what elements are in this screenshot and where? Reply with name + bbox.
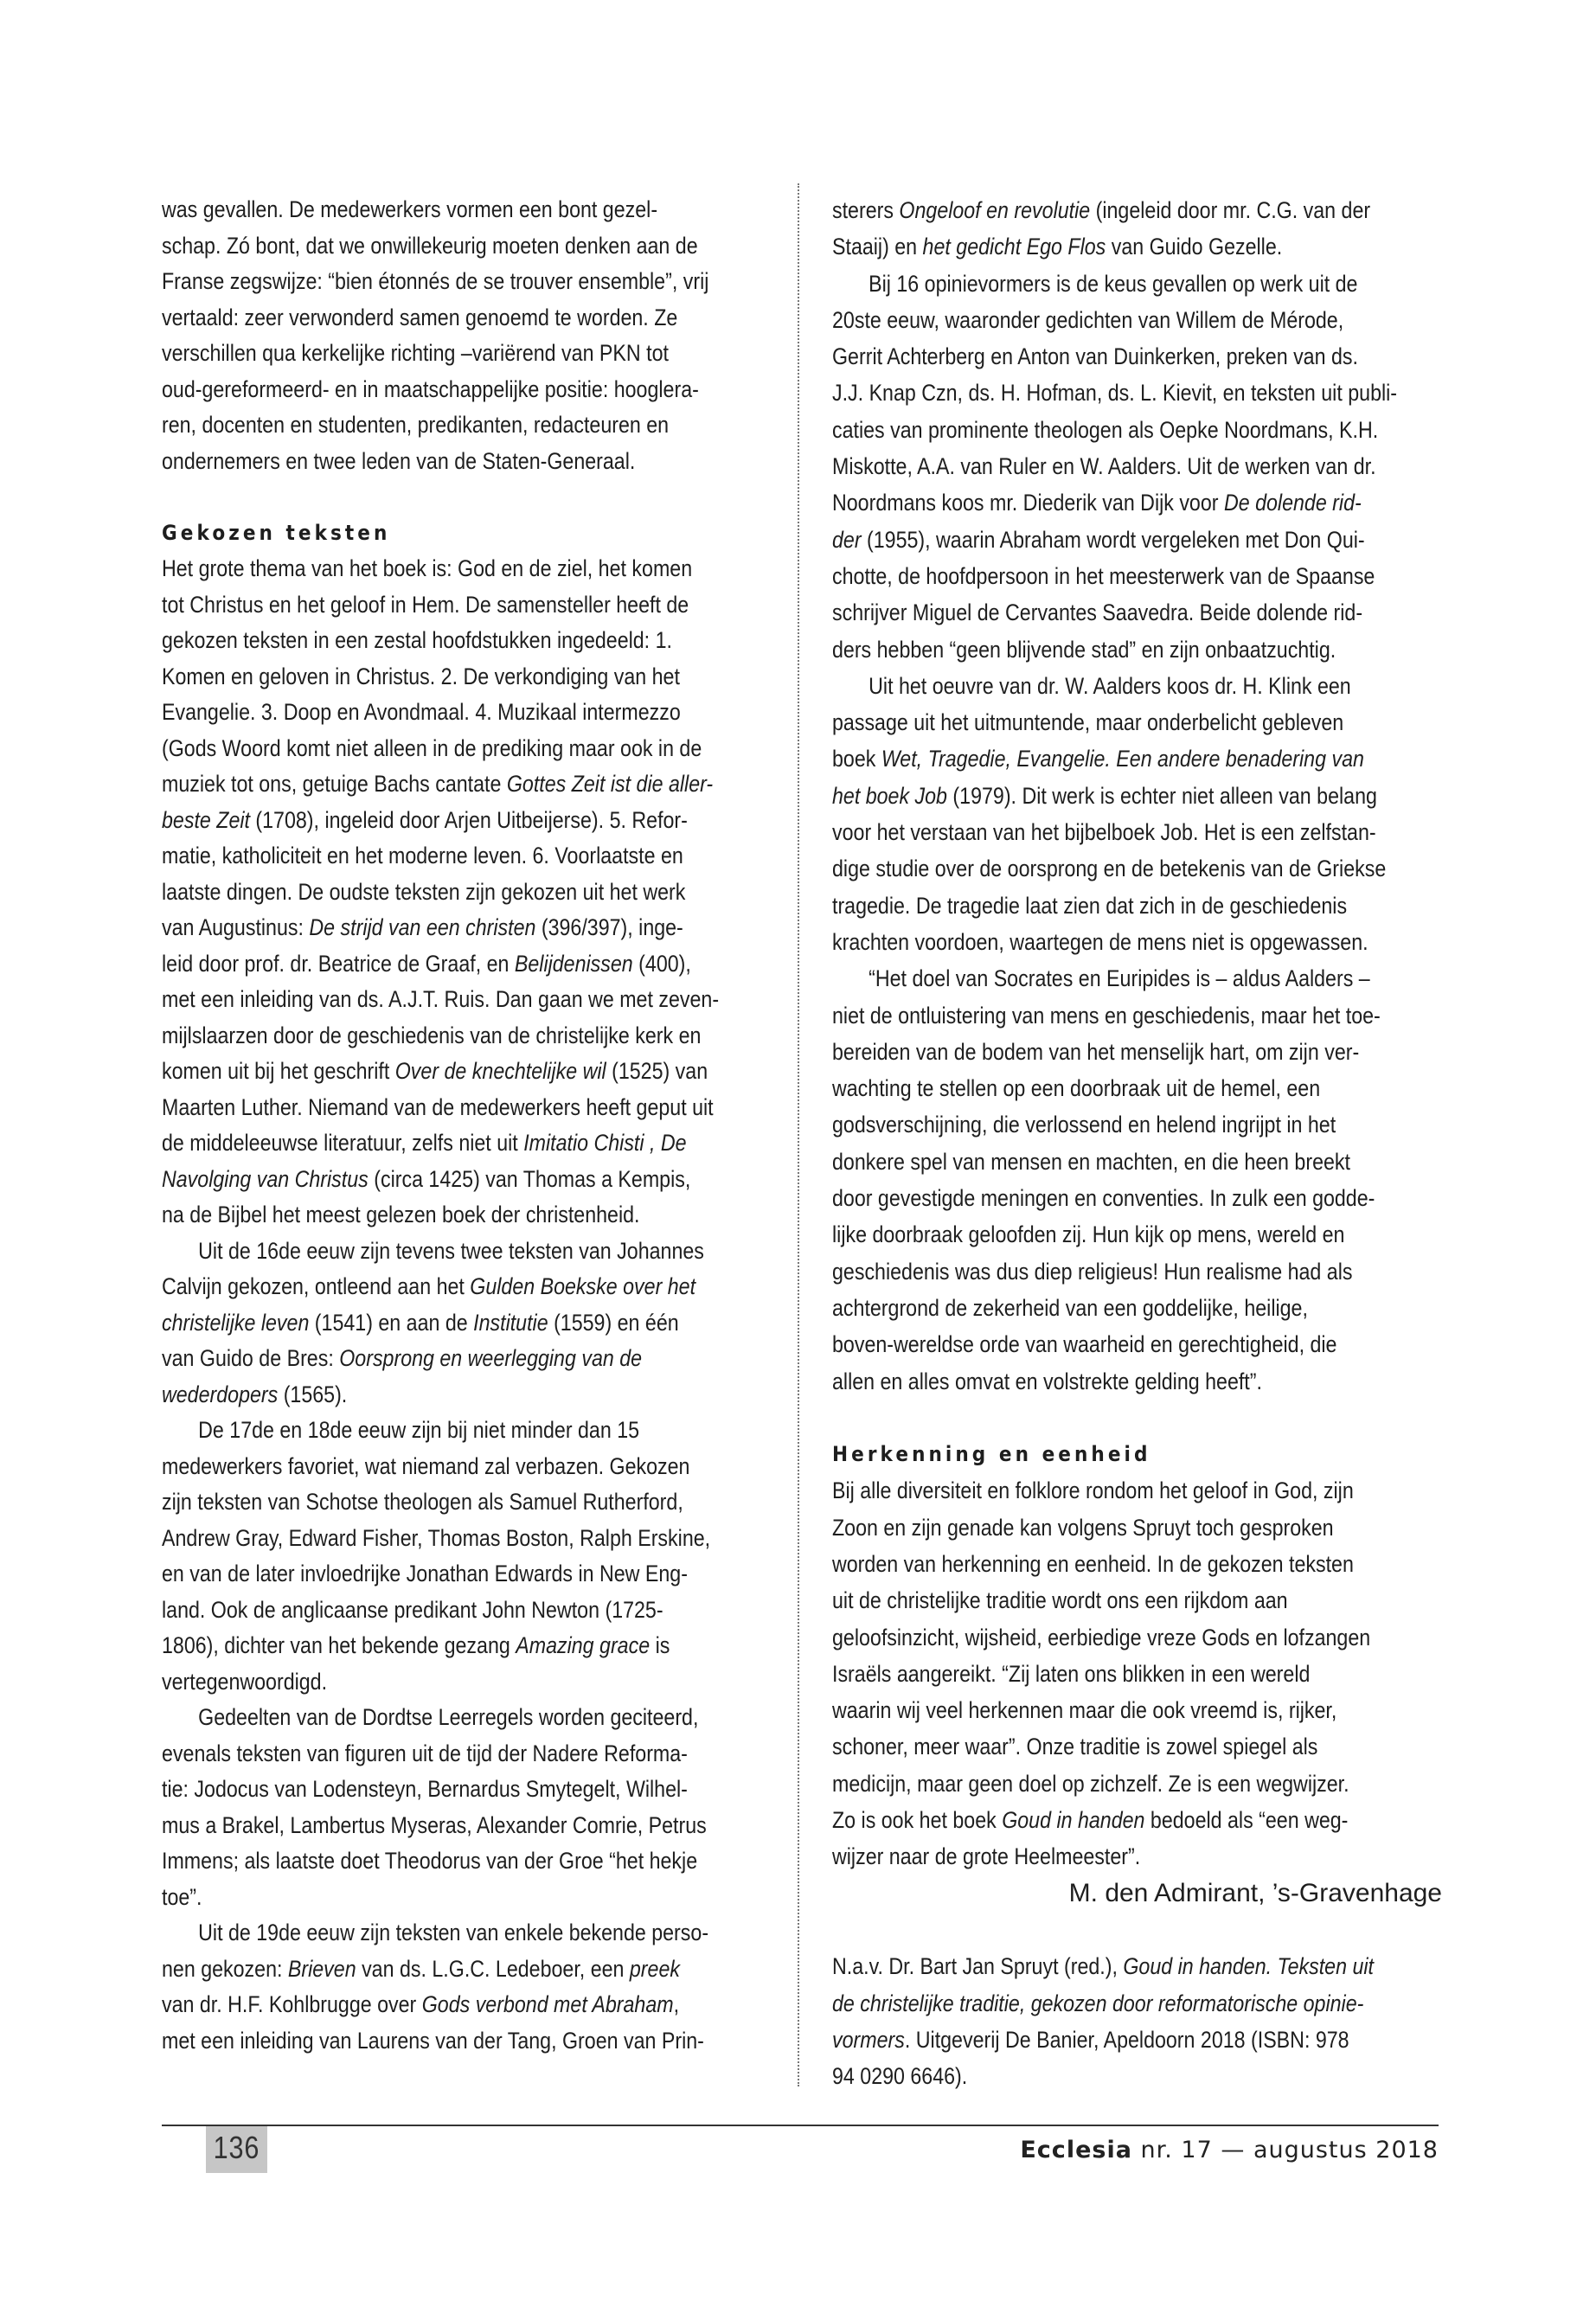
text-line [832, 704, 1440, 740]
text-run: verschillen qua kerkelijke richting –variërend van PKN tot [162, 340, 669, 366]
text-line [832, 2022, 1440, 2058]
text-run: Franse zegswijze: “bien étonnés de se trouver ensemble”, vrij [162, 268, 709, 294]
text-line [832, 1656, 1440, 1692]
text-run: mijlslaarzen door de geschiedenis van de christelijke kerk en [162, 1022, 702, 1048]
section-heading: Gekozen teksten [162, 520, 391, 545]
text-run: was gevallen. De medewerkers vormen een bont gezel- [162, 196, 658, 222]
text-run: . Uitgeverij De Banier, Apeldoorn 2018 (ISBN: 978 [904, 2026, 1349, 2053]
text-run: Uit het oeuvre van dr. W. Aalders koos dr. H. Klink een [869, 672, 1351, 699]
italic-title: De dolende rid- [1223, 490, 1362, 516]
text-run: boven-wereldse orde van waarheid en gerechtigheid, die [832, 1331, 1337, 1358]
italic-title: Gottes Zeit ist die aller- [506, 771, 714, 797]
paragraph [832, 192, 1442, 266]
text-run: voor het verstaan van het bijbelboek Job. Het is een zelfstan- [832, 819, 1376, 846]
text-line [832, 1034, 1440, 1070]
text-run: Israëls aangereikt. “Zij laten ons blikken in een wereld [832, 1660, 1311, 1687]
text-run: chotte, de hoofdpersoon in het meesterwerk van de Spaanse [832, 562, 1375, 589]
text-run: Zoon en zijn genade kan volgens Spruyt toch gesproken [832, 1514, 1334, 1541]
text-line [832, 1070, 1440, 1106]
text-run: tie: Jodocus van Lodensteyn, Bernardus Smytegelt, Wilhel- [162, 1776, 688, 1802]
text-line [162, 1880, 748, 1916]
text-line [832, 1509, 1440, 1546]
text-run: oud-gereformeerd- en in maatschappelijke positie: hooglera- [162, 375, 699, 402]
right-column [832, 192, 1442, 2094]
text-run: donkere spel van mensen en machten, en die heen breekt [832, 1148, 1350, 1175]
italic-title: Goud in handen. Teksten uit [1123, 1953, 1374, 1980]
paragraph [162, 192, 750, 479]
text-run: (1708), ingeleid door Arjen Uitbeijerse). 5. Refor- [249, 806, 688, 833]
text-line [832, 2058, 1440, 2094]
italic-title: Oorsprong en weerlegging van de [339, 1345, 643, 1371]
text-run: Andrew Gray, Edward Fisher, Thomas Boston, Ralph Erskine, [162, 1524, 711, 1551]
text-run: Calvijn gekozen, ontleend aan het [162, 1273, 471, 1299]
text-line [162, 587, 748, 624]
italic-title: de christelijke traditie, gekozen door reformatorische opinie- [832, 1990, 1364, 2016]
text-line [162, 1772, 748, 1808]
italic-title: het gedicht Ego Flos [922, 234, 1106, 260]
text-run: mus a Brakel, Lambertus Myseras, Alexander Comrie, Petrus [162, 1811, 707, 1838]
text-run: Noordmans koos mr. Diederik van Dijk voor [832, 490, 1224, 516]
text-run: schoner, meer waar”. Onze traditie is zowel spiegel als [832, 1734, 1318, 1760]
text-run: bereiden van de bodem van het menselijk hart, om zijn ver- [832, 1038, 1360, 1065]
text-line [162, 1125, 748, 1162]
text-line [832, 338, 1440, 375]
text-line [832, 850, 1440, 887]
text-line [832, 484, 1440, 521]
text-run: Gedeelten van de Dordtse Leerregels worden geciteerd, [198, 1704, 699, 1730]
text-line [162, 1628, 748, 1664]
text-run: waarin wij veel herkennen maar die ook vreemd is, rijker, [832, 1697, 1337, 1724]
text-line [832, 1728, 1440, 1765]
text-run: matie, katholiciteit en het moderne leven. 6. Voorlaatste en [162, 843, 683, 868]
text-run: De 17de en 18de eeuw zijn bij niet minder dan 15 [198, 1417, 640, 1443]
text-run: met een inleiding van Laurens van der Tang, Groen van Prin- [162, 2027, 704, 2054]
text-run: gekozen teksten in een zestal hoofdstukken ingedeeld: 1. [162, 627, 672, 653]
text-run: door gevestigde meningen en conventies. In zulk een godde- [832, 1185, 1375, 1212]
text-run: geloofsinzicht, wijsheid, eerbiedige vreze Gods en lofzangen [832, 1624, 1371, 1650]
italic-title: Ongeloof en revolutie [899, 197, 1091, 223]
text-run: laatste dingen. De oudste teksten zijn gekozen uit het werk [162, 878, 686, 905]
text-line [162, 336, 748, 372]
text-run: vertaald: zeer verwonderd samen genoemd te worden. Ze [162, 304, 678, 330]
text-line [162, 372, 748, 408]
paragraph [832, 266, 1442, 668]
paragraph [162, 1413, 750, 1700]
text-line [832, 1180, 1440, 1216]
text-line [832, 1253, 1440, 1290]
text-line [832, 412, 1440, 448]
text-run: (396/397), inge- [535, 914, 683, 940]
text-line [832, 960, 1477, 997]
text-run: is [650, 1632, 670, 1658]
text-line [832, 375, 1440, 411]
text-line [832, 1216, 1440, 1253]
text-line [162, 695, 748, 731]
text-line [162, 1987, 748, 2023]
text-run: sterers [832, 197, 900, 223]
italic-title: Belijdenissen [514, 950, 633, 977]
text-run: tot Christus en het geloof in Hem. De samensteller heeft de [162, 591, 689, 618]
text-line [162, 1377, 748, 1413]
text-run: Zo is ook het boek [832, 1807, 1003, 1834]
text-line [162, 623, 748, 659]
text-line [162, 1305, 748, 1342]
text-run: van Guido Gezelle. [1106, 234, 1283, 260]
page-number: 136 [213, 2130, 260, 2165]
italic-title: beste Zeit [162, 806, 250, 833]
text-line [162, 1521, 748, 1557]
text-line [162, 1269, 748, 1305]
text-line [162, 766, 748, 803]
paragraph [162, 1234, 750, 1413]
text-run: vertegenwoordigd. [162, 1668, 328, 1695]
text-line [832, 668, 1477, 704]
text-run: N.a.v. Dr. Bart Jan Spruyt (red.), [832, 1953, 1124, 1980]
text-run: Het grote thema van het boek is: God en de ziel, het komen [162, 555, 693, 581]
paragraph [162, 1915, 750, 2059]
text-run: ondernemers en twee leden van de Staten-Generaal. [162, 447, 636, 474]
text-run: schrijver Miguel de Cervantes Saavedra. Beide dolende rid- [832, 599, 1363, 626]
text-run: Uit de 16de eeuw zijn tevens twee teksten van Johannes [198, 1237, 704, 1264]
text-line [162, 228, 748, 265]
italic-title: Wet, Tragedie, Evangelie. Een andere benadering van [881, 746, 1364, 772]
text-run: allen en alles omvat en volstrekte gelding heeft”. [832, 1368, 1262, 1394]
text-run: (400), [632, 950, 691, 977]
italic-title: Gulden Boekske over het [470, 1273, 696, 1299]
text-line [832, 1106, 1440, 1143]
text-line [162, 1054, 748, 1090]
text-line [832, 997, 1440, 1034]
text-line [162, 1808, 748, 1844]
text-line [832, 1582, 1440, 1618]
text-run: van dr. H.F. Kohlbrugge over [162, 1991, 422, 2017]
text-line [832, 1363, 1440, 1400]
text-line [162, 1018, 748, 1054]
text-line [832, 924, 1440, 960]
text-run: passage uit het uitmuntende, maar onderbelicht gebleven [832, 709, 1344, 736]
text-line [832, 448, 1440, 484]
text-run: Bij 16 opinievormers is de keus gevallen op werk uit de [869, 270, 1358, 297]
text-run: Komen en geloven in Christus. 2. De verkondiging van het [162, 663, 680, 689]
text-line [832, 1985, 1440, 2022]
text-line [832, 1326, 1440, 1362]
text-run: leid door prof. dr. Beatrice de Graaf, en [162, 950, 515, 977]
journal-name: Ecclesia [1020, 2137, 1132, 2163]
text-run: J.J. Knap Czn, ds. H. Hofman, ds. L. Kievit, en teksten uit publi- [832, 380, 1398, 407]
text-line [162, 659, 748, 695]
text-line [162, 731, 748, 767]
left-column [162, 192, 750, 2059]
text-line [832, 1802, 1440, 1838]
text-line [162, 1162, 748, 1198]
text-line [832, 302, 1440, 338]
text-line [162, 1843, 748, 1880]
footer-rule [162, 2125, 1439, 2126]
book-citation [832, 1948, 1442, 2094]
text-run: Miskotte, A.A. van Ruler en W. Aalders. Uit de werken van dr. [832, 453, 1376, 480]
text-run: geschiedenis was dus diep religieus! Hun realisme had als [832, 1258, 1353, 1285]
text-line [162, 1700, 785, 1736]
italic-title: vormers [832, 2026, 905, 2053]
text-line [832, 228, 1440, 265]
text-line [162, 264, 748, 300]
text-run: wachting te stellen op een doorbraak uit de hemel, een [832, 1075, 1321, 1102]
text-line [832, 814, 1440, 850]
text-run: de middeleeuwse literatuur, zelfs niet uit [162, 1130, 524, 1156]
text-run: (ingeleid door mr. C.G. van der [1090, 197, 1371, 223]
issue-info: nr. 17 — augustus 2018 [1140, 2137, 1439, 2163]
text-line [162, 1484, 748, 1521]
text-run: (1559) en één [548, 1309, 679, 1336]
text-run: worden van herkenning en eenheid. In de gekozen teksten [832, 1550, 1354, 1577]
text-line [832, 1290, 1440, 1326]
text-run: (circa 1425) van Thomas a Kempis, [368, 1165, 691, 1192]
text-line [832, 1144, 1440, 1180]
text-run: boek [832, 746, 881, 772]
text-line [162, 1449, 748, 1485]
italic-title: het boek Job [832, 782, 947, 809]
text-line [162, 1664, 748, 1701]
text-run: Immens; als laatste doet Theodorus van der Groe “het hekje [162, 1848, 698, 1874]
text-run: evenals teksten van figuren uit de tijd der Nadere Reforma- [162, 1740, 688, 1766]
text-line [832, 266, 1477, 302]
paragraph [832, 1472, 1442, 1875]
italic-title: wederdopers [162, 1381, 279, 1407]
text-run: toe”. [162, 1883, 202, 1910]
text-line [832, 1766, 1440, 1802]
text-run: , [673, 1991, 680, 2017]
paragraph [832, 960, 1442, 1400]
text-run: medicijn, maar geen doel op zichzelf. Ze is een wegwijzer. [832, 1770, 1349, 1797]
text-line [832, 1619, 1440, 1656]
text-run: (1525) van [606, 1058, 708, 1084]
italic-title: Brieven [287, 1955, 356, 1982]
text-run: Bij alle diversiteit en folklore rondom het geloof in God, zijn [832, 1477, 1354, 1504]
text-run: achtergrond de zekerheid van een goddelijke, heilige, [832, 1294, 1308, 1321]
text-run: Uit de 19de eeuw zijn teksten van enkele bekende perso- [198, 1920, 709, 1945]
paragraph [162, 551, 750, 1234]
text-line [832, 631, 1440, 668]
text-line [162, 192, 748, 228]
text-line [162, 1341, 748, 1377]
text-run: muziek tot ons, getuige Bachs cantate [162, 771, 507, 797]
text-line [162, 838, 748, 875]
text-line [162, 910, 748, 946]
italic-title: De strijd van een christen [309, 914, 536, 940]
text-run: Gerrit Achterberg en Anton van Duinkerken, preken van ds. [832, 343, 1358, 370]
italic-title: Amazing grace [516, 1632, 651, 1658]
text-run: tragedie. De tragedie laat zien dat zich in de geschiedenis [832, 892, 1348, 919]
text-line [162, 407, 748, 444]
text-run: (1541) en aan de [309, 1309, 474, 1336]
text-line [832, 1692, 1440, 1728]
paragraph [832, 668, 1442, 960]
text-line [832, 594, 1440, 631]
text-line [162, 551, 748, 587]
text-line [832, 522, 1440, 558]
text-line [162, 444, 748, 480]
text-line [162, 1736, 748, 1772]
italic-title: preek [629, 1955, 680, 1982]
paragraph [162, 1700, 750, 1915]
text-line [162, 1413, 785, 1449]
text-line [162, 1197, 748, 1234]
text-run: (Gods Woord komt niet alleen in de prediking maar ook in de [162, 734, 702, 761]
text-run: godsverschijning, die verlossend en helend ingrijpt in het [832, 1112, 1336, 1138]
text-run: dige studie over de oorsprong en de betekenis van de Griekse [832, 856, 1387, 882]
text-line [162, 1234, 785, 1270]
text-run: Staaij) en [832, 234, 923, 260]
text-run: ren, docenten en studenten, predikanten, redacteuren en [162, 412, 670, 438]
text-line [162, 1915, 785, 1952]
text-line [162, 1952, 748, 1988]
text-line [162, 875, 748, 911]
italic-title: Gods verbond met Abraham [421, 1991, 674, 2017]
text-run: 94 0290 6646). [832, 2063, 968, 2090]
text-line [832, 778, 1440, 814]
text-line [162, 2023, 748, 2060]
italic-title: der [832, 526, 862, 553]
text-run: krachten voordoen, waartegen de mens niet is opgewassen. [832, 928, 1368, 955]
text-run: met een inleiding van ds. A.J.T. Ruis. Dan gaan we met zeven- [162, 986, 720, 1012]
text-run: niet de ontluistering van mens en geschiedenis, maar het toe- [832, 1002, 1381, 1029]
text-line [162, 803, 748, 839]
text-run: Maarten Luther. Niemand van de medewerkers heeft geput uit [162, 1093, 714, 1120]
text-run: 20ste eeuw, waaronder gedichten van Willem de Mérode, [832, 306, 1344, 333]
text-line [832, 1546, 1440, 1582]
text-run: van ds. L.G.C. Ledeboer, een [356, 1955, 630, 1982]
text-line [162, 300, 748, 336]
column-divider [798, 183, 799, 2086]
text-line [832, 1948, 1440, 1984]
text-run: (1955), waarin Abraham wordt vergeleken met Don Qui- [861, 526, 1365, 553]
text-run: bedoeld als “een weg- [1144, 1807, 1349, 1834]
text-line [832, 558, 1440, 594]
section-heading: Herkenning en eenheid [832, 1442, 1151, 1467]
text-run: (1979). Dit werk is echter niet alleen van belang [946, 782, 1377, 809]
text-run: ders hebben “geen blijvende stad” en zijn onbaatzuchtig. [832, 636, 1336, 663]
text-run: wijzer naar de grote Heelmeester”. [832, 1843, 1141, 1870]
italic-title: Institutie [473, 1309, 548, 1336]
text-run: lijke doorbraak geloofden zij. Hun kijk op mens, wereld en [832, 1221, 1345, 1248]
journal-masthead [1020, 2137, 1439, 2163]
italic-title: Over de knechtelijke wil [394, 1058, 606, 1084]
text-run: zijn teksten van Schotse theologen als Samuel Rutherford, [162, 1489, 683, 1515]
italic-title: christelijke leven [162, 1309, 310, 1336]
text-run: uit de christelijke traditie wordt ons een rijkdom aan [832, 1587, 1288, 1614]
text-run: medewerkers favoriet, wat niemand zal verbazen. Gekozen [162, 1452, 690, 1479]
text-line [162, 1593, 748, 1629]
text-run: en van de later invloedrijke Jonathan Edwards in New Eng- [162, 1561, 688, 1586]
text-run: caties van prominente theologen als Oepke Noordmans, K.H. [832, 416, 1379, 443]
text-line [832, 1838, 1440, 1875]
text-run: van Guido de Bres: [162, 1345, 340, 1371]
text-run: nen gekozen: [162, 1955, 288, 1982]
text-run: na de Bijbel het meest gelezen boek der christenheid. [162, 1202, 640, 1227]
italic-title: Goud in handen [1002, 1807, 1145, 1834]
text-line [162, 1090, 748, 1126]
italic-title: Navolging van Christus [162, 1165, 369, 1192]
text-run: Evangelie. 3. Doop en Avondmaal. 4. Muzikaal intermezzo [162, 699, 681, 725]
text-run: van Augustinus: [162, 914, 310, 940]
text-run: komen uit bij het geschrift [162, 1058, 395, 1084]
author-signature: M. den Admirant, ’s-Gravenhage [1068, 1878, 1442, 1907]
text-run: schap. Zó bont, dat we onwillekeurig moeten denken aan de [162, 232, 698, 259]
text-line [832, 192, 1440, 228]
text-run: 1806), dichter van het bekende gezang [162, 1632, 516, 1658]
text-line [162, 1556, 748, 1593]
text-run: land. Ook de anglicaanse predikant John Newton (1725- [162, 1596, 663, 1623]
text-run: (1565). [278, 1381, 348, 1407]
text-line [832, 740, 1440, 777]
text-line [162, 982, 748, 1018]
text-line [832, 1472, 1440, 1509]
text-line [832, 888, 1440, 924]
italic-title: Imitatio Chisti , De [523, 1130, 687, 1156]
text-run: “Het doel van Socrates en Euripides is – aldus Aalders – [869, 965, 1370, 992]
text-line [162, 946, 748, 983]
